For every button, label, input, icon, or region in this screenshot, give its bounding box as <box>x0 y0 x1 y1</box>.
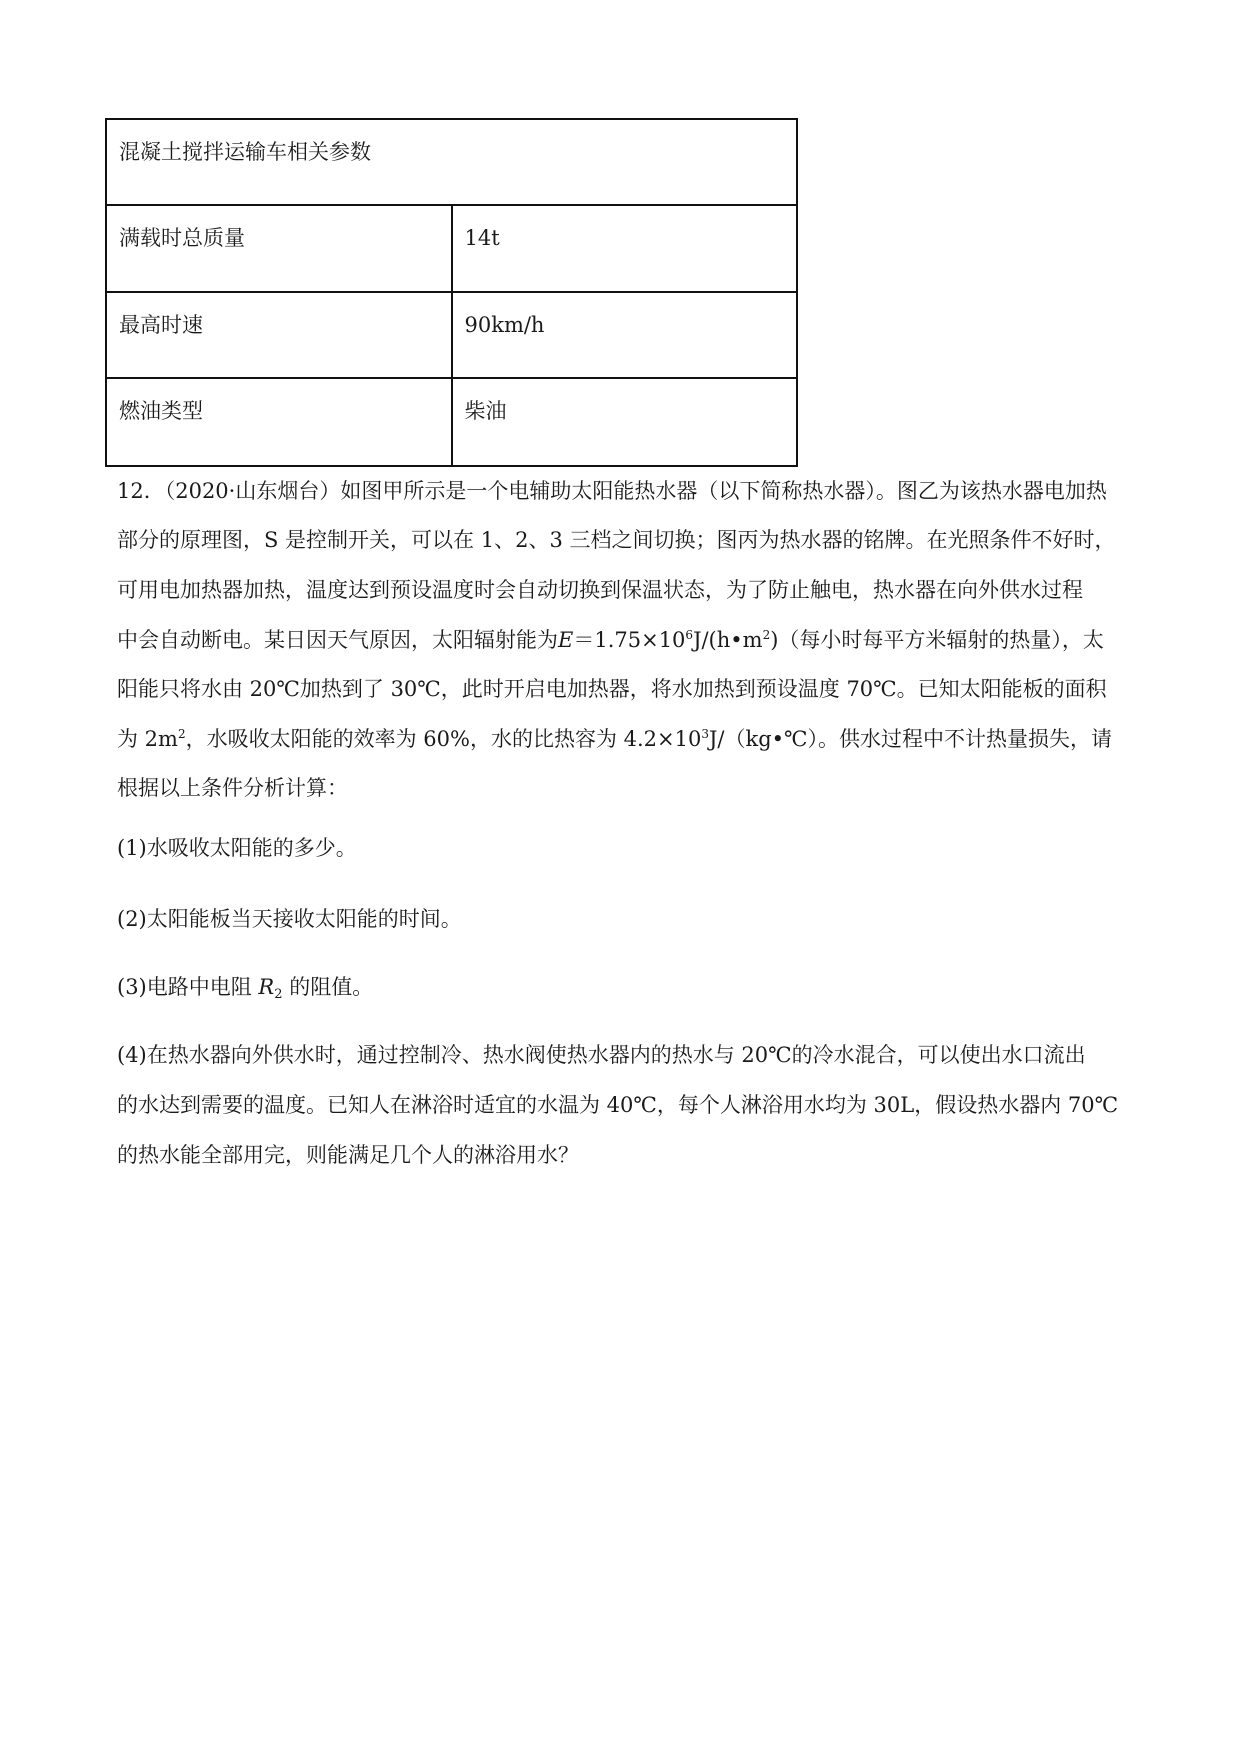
subscript: 2 <box>274 987 283 1002</box>
variable-E: E <box>558 628 574 652</box>
variable-R: R <box>258 975 275 999</box>
question-text-line: 12．（2020·山东烟台）如图甲所示是一个电辅助太阳能热水器（以下简称热水器）。图乙为该热水器电加热 <box>117 479 1107 503</box>
question-text-segment: 为 2m <box>117 727 178 751</box>
table-cell-label: 满载时总质量 <box>106 205 452 292</box>
sub-question-4-line: 的水达到需要的温度。已知人在淋浴时适宜的水温为 40℃，每个人淋浴用水均为 30L，假设热水器内 70℃ <box>117 1093 1119 1117</box>
table-cell-value: 柴油 <box>452 378 798 466</box>
table-cell-label: 最高时速 <box>106 292 452 378</box>
question-text-line <box>117 729 1112 750</box>
exponent: 2 <box>177 727 186 741</box>
table-header-cell: 混凝土搅拌运输车相关参数 <box>106 119 797 205</box>
question-text-segment: 的阻值。 <box>282 975 374 999</box>
question-text-line: 部分的原理图，S 是控制开关，可以在 1、2、3 三档之间切换；图丙为热水器的铭牌。在光照条件不好时， <box>117 528 1116 552</box>
table-row <box>106 292 797 378</box>
table-cell-value: 90km/h <box>452 292 798 378</box>
sub-question-4-line: 的热水能全部用完，则能满足几个人的淋浴用水？ <box>117 1143 579 1167</box>
table-row <box>106 205 797 292</box>
sub-question-4-line: (4)在热水器向外供水时，通过控制冷、热水阀使热水器内的热水与 20℃的冷水混合，可以使出水口流出 <box>117 1043 1086 1067</box>
sub-question-3 <box>117 975 374 1002</box>
question-text-segment: )（每小时每平方米辐射的热量），太 <box>770 628 1104 652</box>
sub-question-2: (2)太阳能板当天接收太阳能的时间。 <box>117 907 462 931</box>
question-text-segment: (3)电路中电阻 <box>117 975 259 999</box>
question-text-line: 可用电加热器加热，温度达到预设温度时会自动切换到保温状态，为了防止触电，热水器在向外供水过程 <box>117 578 1083 602</box>
sub-question-1: (1)水吸收太阳能的多少。 <box>117 836 357 860</box>
table-row <box>106 378 797 466</box>
exponent: 6 <box>685 628 694 642</box>
unit-segment: J/(h•m <box>693 628 763 652</box>
question-text-segment: 中会自动断电。某日因天气原因，太阳辐射能为 <box>117 628 558 652</box>
table-header-row <box>106 119 797 205</box>
table-cell-value: 14t <box>452 205 798 292</box>
formula-segment: ＝1.75×10 <box>573 628 686 652</box>
exponent: 3 <box>701 727 709 741</box>
table-cell-label: 燃油类型 <box>106 378 452 466</box>
question-text-segment: J/（kg•℃）。供水过程中不计热量损失，请 <box>708 727 1113 751</box>
exponent: 2 <box>762 628 771 642</box>
question-text-segment: ，水吸收太阳能的效率为 60%，水的比热容为 4.2×10 <box>185 727 702 751</box>
parameters-table <box>105 118 798 467</box>
question-text-line: 根据以上条件分析计算： <box>117 776 348 800</box>
question-text-line <box>117 630 1104 651</box>
question-text-line: 阳能只将水由 20℃加热到了 30℃，此时开启电加热器，将水加热到预设温度 70℃。已知太阳能板的面积 <box>117 677 1107 701</box>
